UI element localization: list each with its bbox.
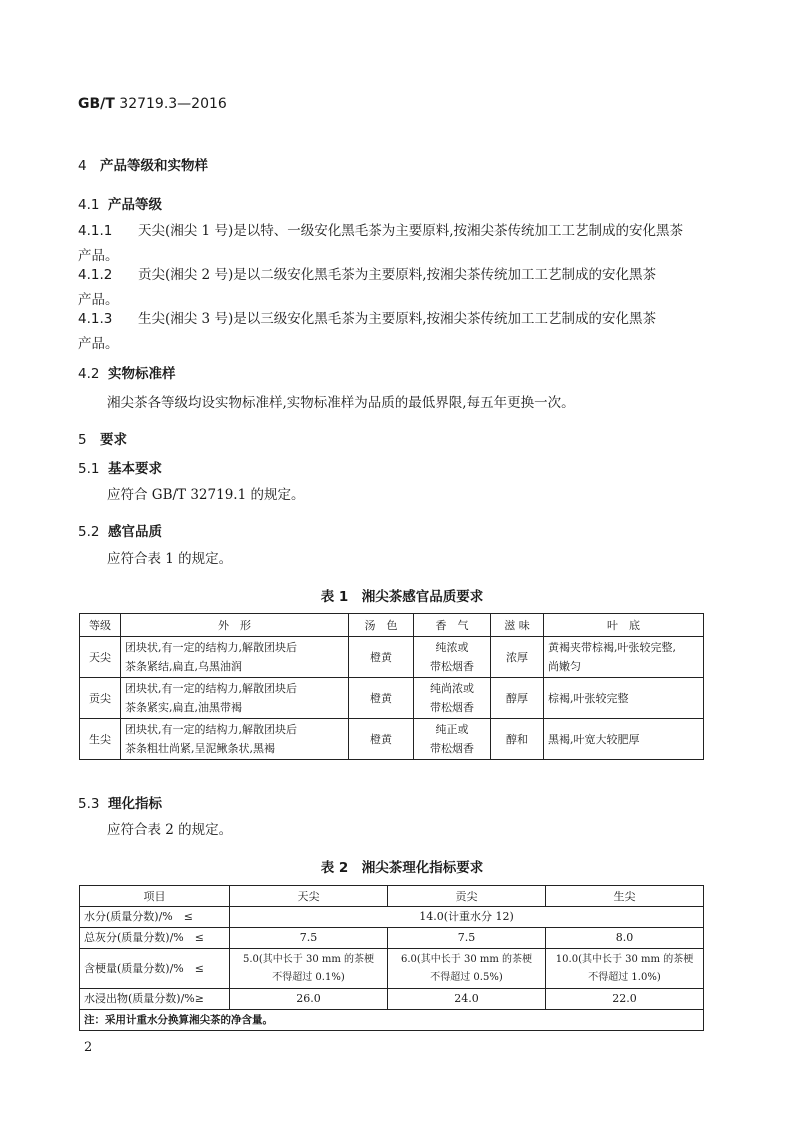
table2-header-tianjian: 天尖: [230, 886, 388, 907]
extract-label: 水浸出物(质量分数)/%≥: [80, 989, 230, 1010]
table2-header-row: [80, 886, 704, 907]
clause-4-1-2: 4.1.2 贡尖(湘尖 2 号)是以二级安化黑毛茶为主要原料,按湘尖茶传统加工工艺制成的安化黑茶 产品。: [78, 267, 656, 308]
table1-header-color: 汤 色: [349, 614, 414, 637]
aroma-cell: 纯尚浓或 带松烟香: [414, 678, 491, 719]
clause-4-1-3: 4.1.3 生尖(湘尖 3 号)是以三级安化黑毛茶为主要原料,按湘尖茶传统加工工艺制成的安化黑茶 产品。: [78, 311, 656, 352]
extract-tianjian: 26.0: [230, 989, 388, 1010]
ash-shengjian: 8.0: [546, 928, 704, 949]
table-row: [80, 719, 704, 760]
stalk-gongjian: 6.0(其中长于 30 mm 的茶梗 不得超过 0.5%): [388, 949, 546, 989]
table1-header-taste: 滋 味: [491, 614, 544, 637]
physicochemical-table: [79, 885, 704, 1031]
ash-tianjian: 7.5: [230, 928, 388, 949]
taste-cell: 浓厚: [491, 637, 544, 678]
section-4-heading: 4 产品等级和实物样: [78, 158, 208, 174]
shape-cell: 团块状,有一定的结构力,解散团块后 茶条紧结,扁直,乌黑油润: [121, 637, 349, 678]
section-5-1-heading: 5.1 基本要求: [78, 461, 162, 477]
table-row: [80, 637, 704, 678]
moisture-label: 水分(质量分数)/% ≤: [80, 907, 230, 928]
table1-header-grade: 等级: [80, 614, 121, 637]
table1-header-row: [80, 614, 704, 637]
moisture-value: 14.0(计重水分 12): [230, 907, 704, 928]
table-row: [80, 989, 704, 1010]
section-5-1-text: 应符合 GB/T 32719.1 的规定。: [107, 487, 305, 503]
table2-caption: 表 2 湘尖茶理化指标要求: [320, 860, 484, 876]
stalk-shengjian: 10.0(其中长于 30 mm 的茶梗 不得超过 1.0%): [546, 949, 704, 989]
section-4-1-heading: 4.1 产品等级: [78, 197, 162, 213]
grade-cell: 贡尖: [80, 678, 121, 719]
section-5-2-heading: 5.2 感官品质: [78, 524, 162, 540]
stalk-tianjian: 5.0(其中长于 30 mm 的茶梗 不得超过 0.1%): [230, 949, 388, 989]
sensory-quality-table: [79, 613, 704, 760]
liquor-color-cell: 橙黄: [349, 719, 414, 760]
standard-code-header: GB/T 32719.3—2016: [78, 96, 227, 112]
leaf-cell: 棕褐,叶张较完整: [544, 678, 704, 719]
extract-gongjian: 24.0: [388, 989, 546, 1010]
shape-cell: 团块状,有一定的结构力,解散团块后 茶条紧实,扁直,油黑带褐: [121, 678, 349, 719]
table1-caption: 表 1 湘尖茶感官品质要求: [320, 589, 484, 605]
section-5-3-text: 应符合表 2 的规定。: [107, 822, 233, 838]
clause-4-1-1: 4.1.1 天尖(湘尖 1 号)是以特、一级安化黑毛茶为主要原料,按湘尖茶传统加工工艺制成的安化黑茶 产品。: [78, 223, 683, 264]
taste-cell: 醇和: [491, 719, 544, 760]
section-4-2-text: 湘尖茶各等级均设实物标准样,实物标准样为品质的最低界限,每五年更换一次。: [107, 395, 575, 411]
table-row: [80, 678, 704, 719]
table-row: [80, 949, 704, 989]
table-row: [80, 928, 704, 949]
table2-note: 注：采用计重水分换算湘尖茶的净含量。: [80, 1010, 704, 1031]
stalk-label: 含梗量(质量分数)/% ≤: [80, 949, 230, 989]
table2-note-row: [80, 1010, 704, 1031]
table2-header-item: 项目: [80, 886, 230, 907]
taste-cell: 醇厚: [491, 678, 544, 719]
ash-gongjian: 7.5: [388, 928, 546, 949]
liquor-color-cell: 橙黄: [349, 637, 414, 678]
table1-header-leaf: 叶 底: [544, 614, 704, 637]
table1-header-aroma: 香 气: [414, 614, 491, 637]
extract-shengjian: 22.0: [546, 989, 704, 1010]
page-number: 2: [84, 1040, 93, 1055]
grade-cell: 生尖: [80, 719, 121, 760]
ash-label: 总灰分(质量分数)/% ≤: [80, 928, 230, 949]
table1-header-shape: 外 形: [121, 614, 349, 637]
aroma-cell: 纯浓或 带松烟香: [414, 637, 491, 678]
grade-cell: 天尖: [80, 637, 121, 678]
leaf-cell: 黄褐夹带棕褐,叶张较完整, 尚嫩匀: [544, 637, 704, 678]
shape-cell: 团块状,有一定的结构力,解散团块后 茶条粗壮尚紧,呈泥鳅条状,黑褐: [121, 719, 349, 760]
table2-header-gongjian: 贡尖: [388, 886, 546, 907]
section-5-heading: 5 要求: [78, 432, 127, 448]
table-row: [80, 907, 704, 928]
section-5-2-text: 应符合表 1 的规定。: [107, 551, 233, 567]
table2-header-shengjian: 生尖: [546, 886, 704, 907]
aroma-cell: 纯正或 带松烟香: [414, 719, 491, 760]
section-4-2-heading: 4.2 实物标准样: [78, 366, 176, 382]
liquor-color-cell: 橙黄: [349, 678, 414, 719]
section-5-3-heading: 5.3 理化指标: [78, 796, 162, 812]
leaf-cell: 黑褐,叶宽大较肥厚: [544, 719, 704, 760]
